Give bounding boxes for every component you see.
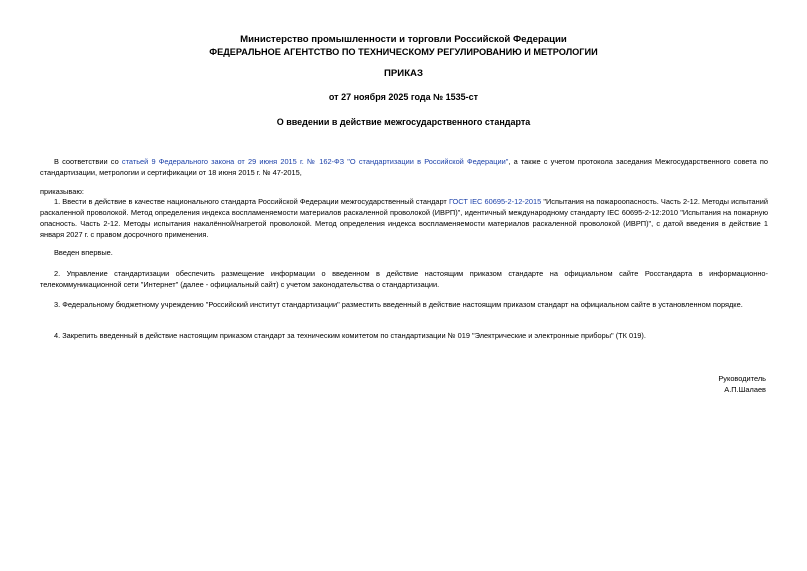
paragraph-preamble [40,156,768,178]
order-title: ПРИКАЗ [384,68,423,79]
preamble-suffix: , а также с учетом протокола заседания Межгосударственного совета по стандартизации, метрологии и сертификации от 18 июня 2015 г. № 47-2015, [40,157,768,177]
item-1-prefix: 1. Ввести в действие в качестве национального стандарта Российской Федерации межгосударственный стандарт [54,197,449,206]
order-subject: О введении в действие межгосударственного стандарта [276,117,531,127]
paragraph-item-4: 4. Закрепить введенный в действие настоящим приказом стандарт за техническим комитетом по стандартизации № 019 "Электрические и электронные приборы" (ТК 019). [54,331,646,340]
law-link[interactable]: статьей 9 Федерального закона от 29 июня 2015 г. № 162-ФЗ "О стандартизации в Российской Федерации" [121,157,509,166]
paragraph-item-3: 3. Федеральному бюджетному учреждению "Российский институт стандартизации" разместить введенный в действие настоящим приказом стандарт на официальном сайте в установленном порядке. [54,300,743,309]
ministry-name: Министерство промышленности и торговли Российской Федерации [240,34,567,45]
item-1-suffix: "Испытания на пожароопасность. Часть 2-12. Методы испытаний раскаленной проволокой. Метод определения индекса воспламеняемости материалов раскаленной проволокой (ИВРП)", идентичный международному стандарту IEC 60695-2-12:2010 "Испытания на пожарную опасность. Часть 2-12. Методы испытания накалённой/нагретой проволокой. Метод определения индекса воспламеняемости материалов раскаленной проволокой (ИВРП)", с датой введения в действие 1 января 2027 г. с правом досрочного применения. [40,197,769,239]
paragraph-introduced-first: Введен впервые. [54,248,113,257]
preamble-prefix: В соответствии со [54,157,122,166]
paragraph-item-1 [40,196,768,240]
standard-link[interactable]: ГОСТ IEC 60695-2-12-2015 [448,197,542,206]
ordered-label: приказываю: [40,187,84,196]
agency-name: ФЕДЕРАЛЬНОЕ АГЕНТСТВО ПО ТЕХНИЧЕСКОМУ РЕГУЛИРОВАНИЮ И МЕТРОЛОГИИ [209,47,598,57]
order-date: от 27 ноября 2025 года № 1535-ст [328,92,479,102]
signature-name: А.П.Шалаев [724,385,766,394]
paragraph-item-2: 2. Управление стандартизации обеспечить размещение информации о введенном в действие настоящим приказом стандарте на официальном сайте Росстандарта в информационно-телекоммуникационной сети "Интернет" (далее - официальный сайт) с учетом законодательства о стандартизации. [40,269,768,289]
signature-role: Руководитель [718,374,766,383]
